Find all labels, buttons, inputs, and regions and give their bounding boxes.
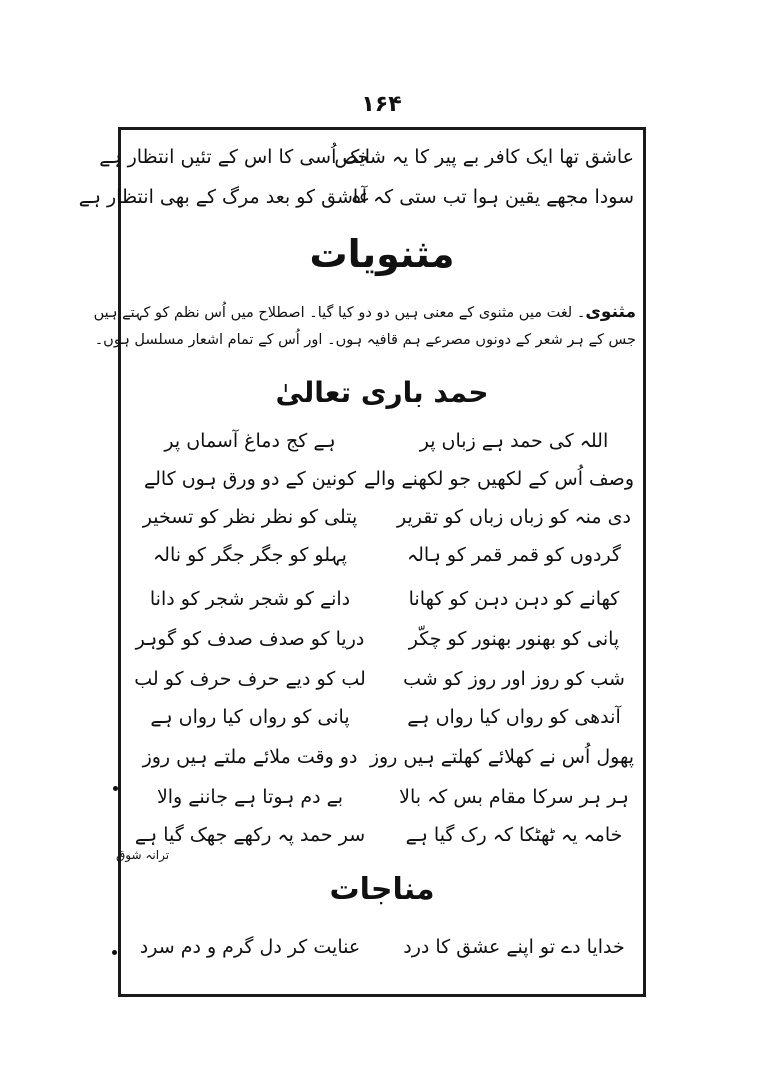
couplet-second-hemistich: پانی کو رواں کیا رواں ہے bbox=[150, 706, 350, 728]
couplet-second-hemistich: پتلی کو نظر نظر کو تسخیر bbox=[142, 506, 358, 528]
page-number: ۱۶۴ bbox=[361, 92, 402, 117]
hamd-couplet bbox=[130, 500, 634, 534]
couplet-first-hemistich: پھول اُس نے کھلائے کھلتے ہیں روز bbox=[369, 746, 634, 768]
hamd-couplet bbox=[130, 538, 634, 572]
hamd-couplet bbox=[130, 700, 634, 734]
couplet-second-hemistich: کونین کے دو ورق ہوں کالے bbox=[143, 468, 357, 490]
definition-text: جس کے ہر شعر کے دونوں مصرعے ہم قافیہ ہوں۔ اور اُس کے تمام اشعار مسلسل ہوں۔ bbox=[94, 332, 636, 348]
couplet-second-hemistich: دانے کو شجر شجر کو دانا bbox=[149, 588, 351, 610]
hamd-couplet bbox=[130, 622, 634, 656]
couplet-first-hemistich: آندھی کو رواں کیا رواں ہے bbox=[407, 706, 621, 728]
couplet-second-hemistich: لب کو دیے حرف حرف کو لب bbox=[134, 668, 366, 690]
definition-lead-word: مثنوی bbox=[585, 302, 636, 322]
couplet-first-hemistich: پانی کو بھنور بھنور کو چکّر bbox=[408, 628, 620, 650]
hamd-couplet bbox=[130, 424, 634, 458]
definition-text: ۔ لغت میں مثنوی کے معنی ہیں دو دو کیا گیا۔ اصطلاح میں اُس نظم کو کہتے ہیں bbox=[93, 305, 586, 321]
margin-dot-mark bbox=[112, 950, 117, 955]
top-couplet bbox=[99, 140, 634, 174]
hamd-couplet bbox=[130, 740, 634, 774]
couplet-second-hemistich: دریا کو صدف صدف کو گوہر bbox=[135, 628, 365, 650]
couplet-second-hemistich: عنایت کر دل گرم و دم سرد bbox=[139, 936, 361, 958]
couplet-second-hemistich: سر حمد پہ رکھے جھک گیا ہے bbox=[134, 824, 366, 846]
hamd-couplet bbox=[130, 582, 634, 616]
hamd-couplet bbox=[130, 462, 634, 496]
couplet-first-hemistich: عاشق تھا ایک کافر بے پیر کا یہ شخص bbox=[334, 146, 634, 168]
margin-dot-mark bbox=[113, 786, 118, 791]
couplet-first-hemistich: دی منہ کو زباں زباں کو تقریر bbox=[397, 506, 631, 528]
couplet-first-hemistich: سودا مجھے یقین ہوا تب ستی کہ آہ bbox=[350, 186, 634, 208]
couplet-second-hemistich: دو وقت ملائے ملتے ہیں روز bbox=[142, 746, 358, 768]
couplet-first-hemistich: گردوں کو قمر قمر کو ہالہ bbox=[407, 544, 621, 566]
couplet-first-hemistich: کھانے کو دہن دہن کو کھانا bbox=[408, 588, 620, 610]
definition-line bbox=[93, 300, 636, 325]
couplet-first-hemistich: ہر ہر سرکا مقام بس کہ بالا bbox=[399, 786, 629, 808]
hamd-title: حمد باری تعالیٰ bbox=[275, 376, 489, 409]
couplet-first-hemistich: خدایا دے تو اپنے عشق کا درد bbox=[403, 936, 625, 958]
munajat-couplet bbox=[130, 930, 634, 964]
couplet-first-hemistich: شب کو روز اور روز کو شب bbox=[403, 668, 625, 690]
hamd-couplet bbox=[130, 662, 634, 696]
couplet-second-hemistich: ایک اُسی کا اس کے تئیں انتظار ہے bbox=[99, 146, 370, 168]
couplet-first-hemistich: وصف اُس کے لکھیں جو لکھنے والے bbox=[364, 468, 634, 490]
munajat-title: مناجات bbox=[329, 872, 435, 907]
top-couplet bbox=[78, 180, 634, 214]
section-title: مثنویات bbox=[309, 232, 455, 276]
definition-line bbox=[94, 328, 636, 352]
couplet-first-hemistich: اللہ کی حمد ہے زباں پر bbox=[419, 430, 609, 452]
couplet-second-hemistich: عاشق کو بعد مرگ کے بھی انتظار ہے bbox=[78, 186, 370, 208]
couplet-second-hemistich: ہے کج دماغ آسماں پر bbox=[164, 430, 336, 452]
couplet-second-hemistich: بے دم ہوتا ہے جاننے والا bbox=[156, 786, 344, 808]
couplet-second-hemistich: پہلو کو جگر جگر کو نالہ bbox=[153, 544, 347, 566]
couplet-first-hemistich: خامہ یہ ٹھٹکا کہ رک گیا ہے bbox=[405, 824, 623, 846]
margin-note: ترانہ شوق bbox=[116, 848, 170, 862]
hamd-couplet bbox=[130, 818, 634, 852]
hamd-couplet bbox=[130, 780, 634, 814]
